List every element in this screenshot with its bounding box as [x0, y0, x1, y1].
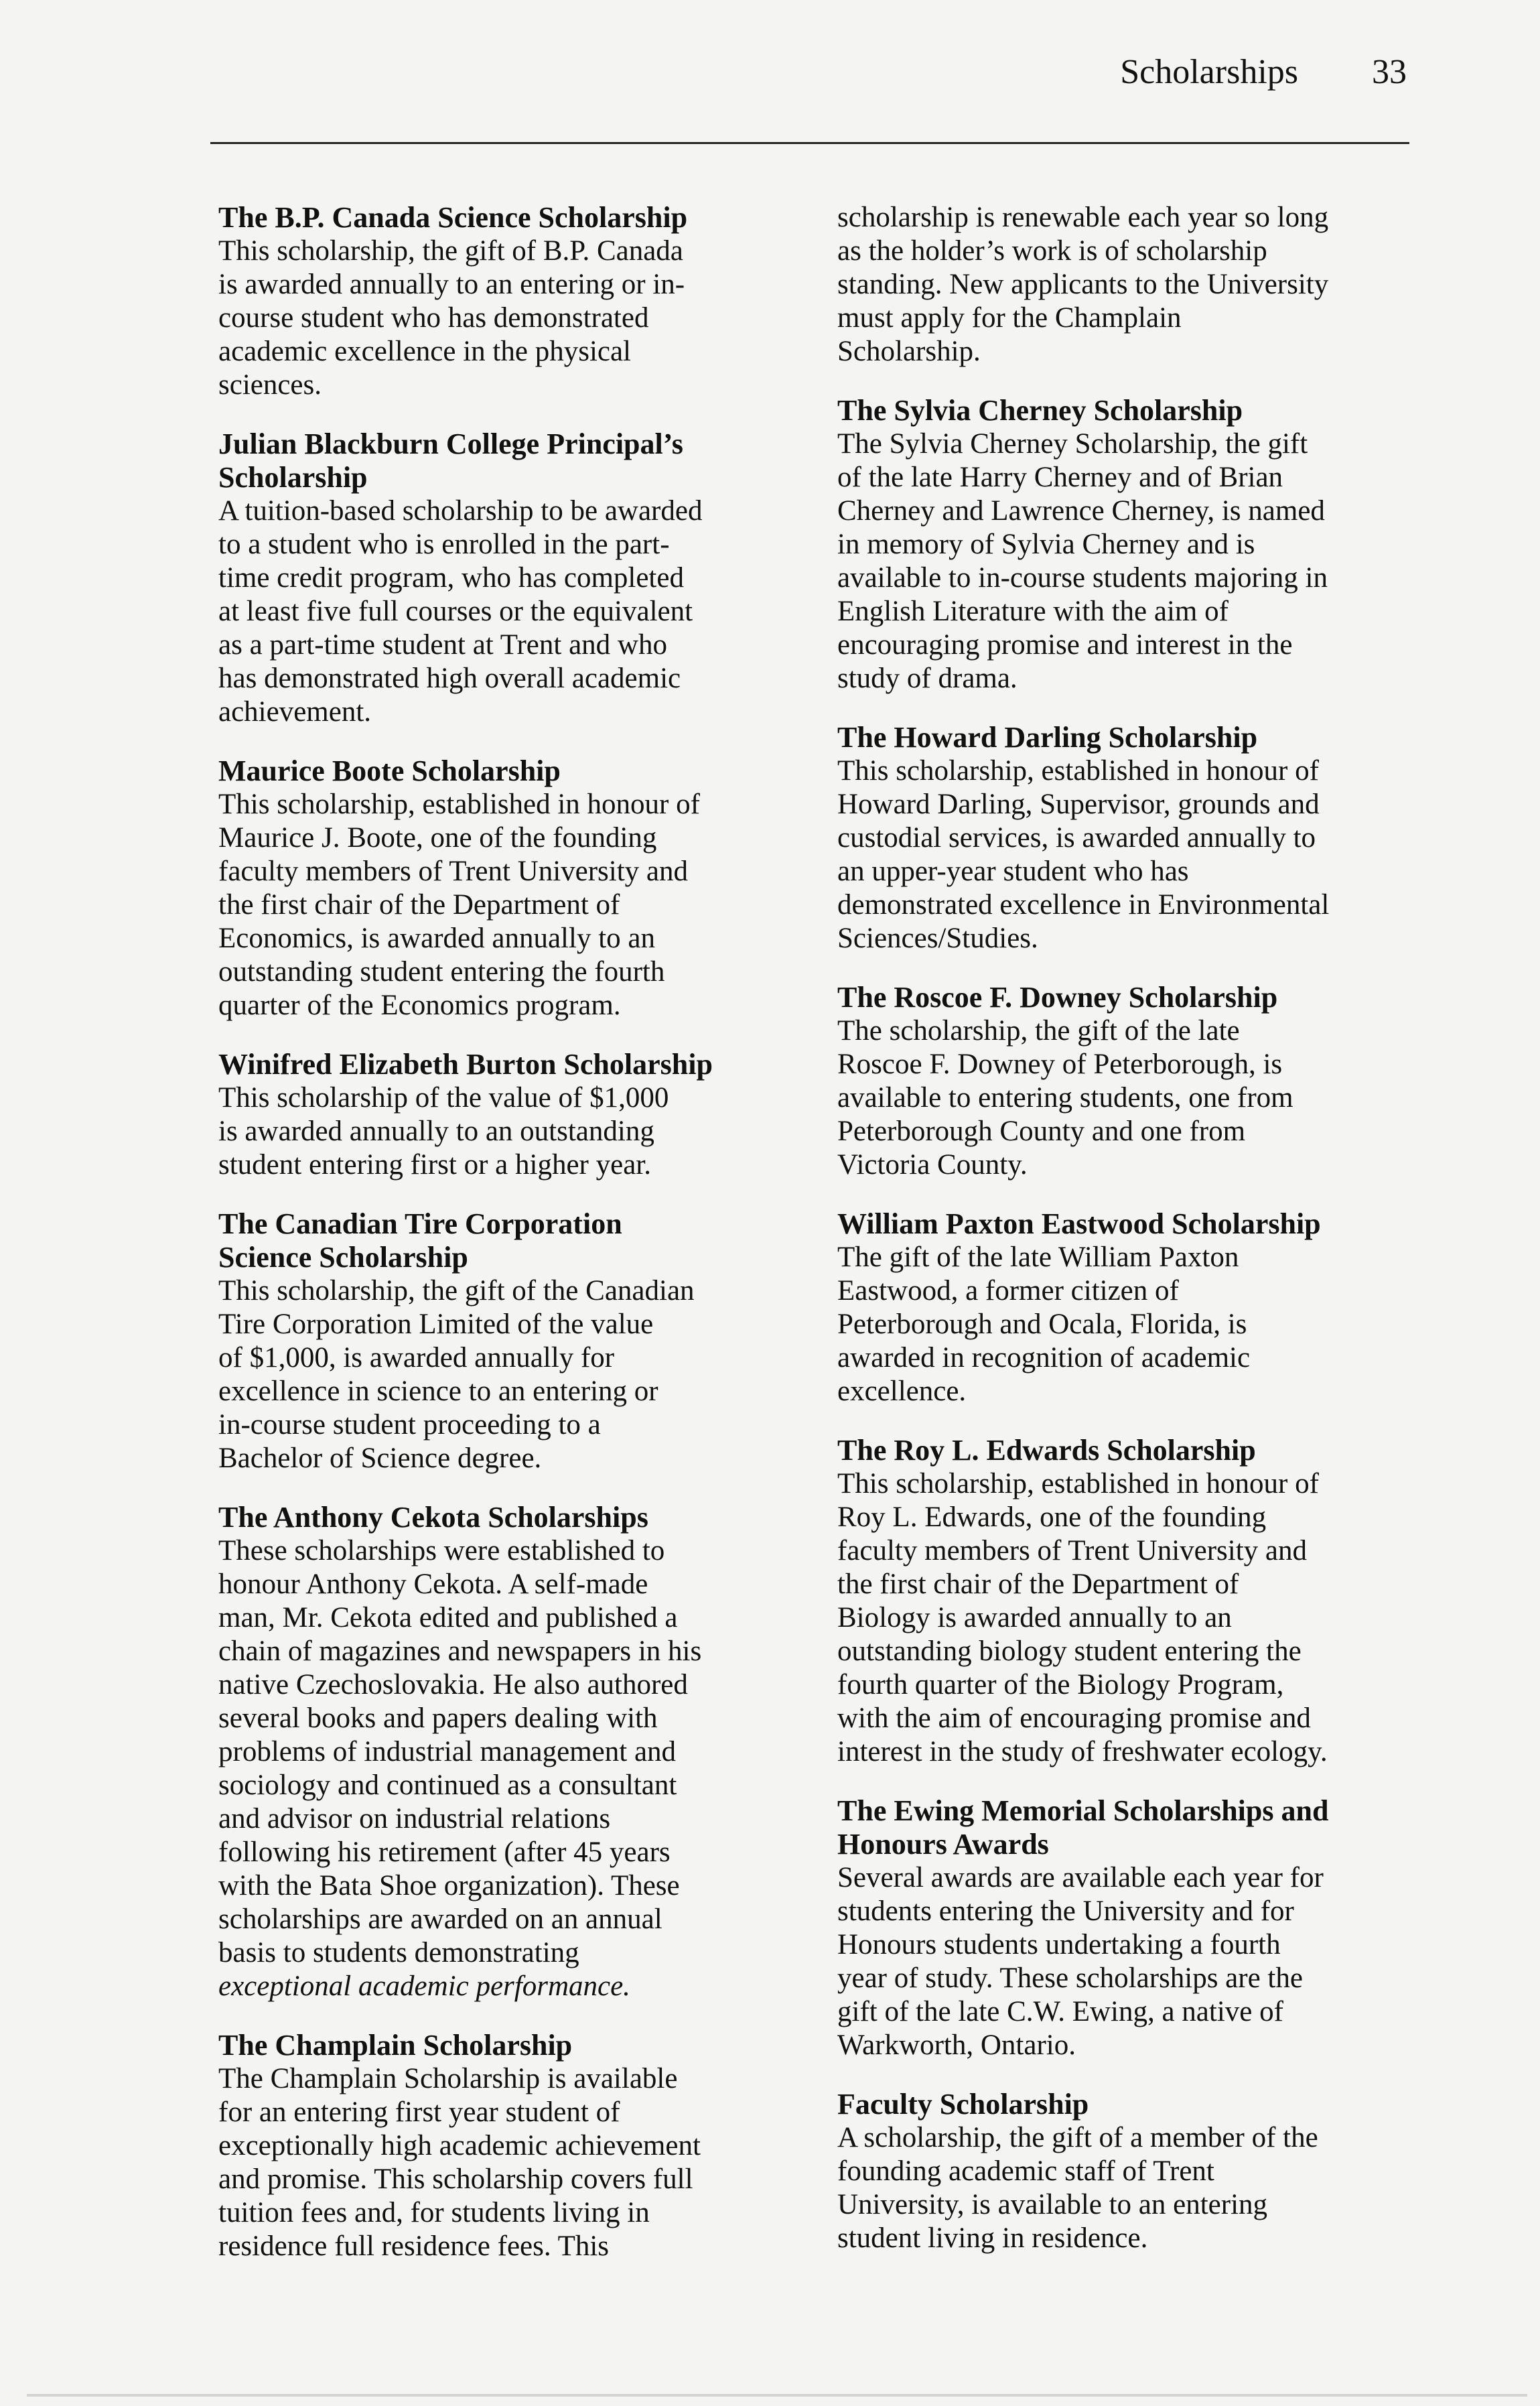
scholarship-title: The Champlain Scholarship [218, 2029, 573, 2062]
scholarship-description: The scholarship, the gift of the late Roscoe F. Downey of Peterborough, is available to entering students, one from Peterborough County and one from Victoria County. [837, 1015, 1293, 1181]
scholarship-description: This scholarship of the value of $1,000 is awarded annually to an outstanding student entering first or a higher year. [218, 1082, 669, 1181]
scholarship-entry [837, 2088, 1407, 2255]
scholarship-title: Maurice Boote Scholarship [218, 754, 561, 787]
scholarship-entry [837, 1794, 1407, 2062]
header-rule [210, 142, 1409, 144]
scholarship-description: This scholarship, the gift of B.P. Canada is awarded annually to an entering or in- course student who has demonstrated academic excellence in the physical sciences. [218, 235, 685, 401]
left-column [218, 201, 788, 2289]
scholarship-description: Several awards are available each year for students entering the University and for Honours students undertaking a fourth year of study. These scholarships are the gift of the late C.W. Ewing, a native of Warkworth, Ontario. [837, 1862, 1324, 2061]
scholarship-entry [837, 721, 1407, 955]
scholarship-title: The Howard Darling Scholarship [837, 721, 1258, 754]
scholarship-entry-continued [837, 201, 1407, 369]
scholarship-description: The Sylvia Cherney Scholarship, the gift of the late Harry Cherney and of Brian Cherney and Lawrence Cherney, is named in memory of Sylvia Cherney and is available to in-course students majoring in English Literature with the aim of encouraging promise and interest in the study of drama. [837, 428, 1328, 694]
scholarship-title: The Anthony Cekota Scholarships [218, 1501, 648, 1534]
scholarship-description: This scholarship, established in honour of Howard Darling, Supervisor, grounds and custodial services, is awarded annually to an upper-year student who has demonstrated excellence in Environmental Sciences/Studies. [837, 755, 1330, 954]
scholarship-description: This scholarship, the gift of the Canadian Tire Corporation Limited of the value of $1,000, is awarded annually for excellence in science to an entering or in-course student proceeding to a Bachelor of Science degree. [218, 1275, 695, 1474]
scholarship-description: These scholarships were established to honour Anthony Cekota. A self-made man, Mr. Cekota edited and published a chain of magazines and newspapers in his native Czechoslovakia. He also authored several books and papers dealing with problems of industrial management and sociology and continued as a consultant and advisor on industrial relations following his retirement (after 45 years with the Bata Shoe organization). These scholarships are awarded on an annual basis to students demonstrating [218, 1535, 702, 1968]
scholarship-entry [837, 394, 1407, 695]
scholarship-description: A tuition-based scholarship to be awarded to a student who is enrolled in the part- time credit program, who has completed at least five full courses or the equivalent as a part-time student at Trent and who has demonstrated high overall academic achievement. [218, 495, 703, 728]
scholarship-title: The Roy L. Edwards Scholarship [837, 1434, 1256, 1467]
running-header [1045, 52, 1407, 106]
scholarship-entry [218, 1501, 788, 2003]
scholarship-entry [218, 1048, 788, 1182]
scholarship-description: This scholarship, established in honour of Maurice J. Boote, one of the founding faculty members of Trent University and the first chair of the Department of Economics, is awarded annually to an outstanding student entering the fourth quarter of the Economics program. [218, 789, 700, 1021]
scholarship-entry [837, 1434, 1407, 1769]
scholarship-description: scholarship is renewable each year so long as the holder’s work is of scholarship standing. New applicants to the University must apply for the Champlain Scholarship. [837, 202, 1329, 367]
scholarship-title: The Sylvia Cherney Scholarship [837, 394, 1243, 427]
scholarship-entry [837, 1207, 1407, 1408]
scholarship-description: The Champlain Scholarship is available for an entering first year student of exceptionally high academic achievement and promise. This scholarship covers full tuition fees and, for students living in residence full residence fees. This [218, 2063, 701, 2262]
page-bottom-edge [27, 2394, 1527, 2397]
scholarship-description: A scholarship, the gift of a member of the founding academic staff of Trent University, is available to an entering student living in residence. [837, 2122, 1318, 2254]
scholarship-title: William Paxton Eastwood Scholarship [837, 1207, 1321, 1240]
scholarship-entry [218, 201, 788, 402]
page-number: 33 [1372, 53, 1407, 91]
scholarship-title: The B.P. Canada Science Scholarship [218, 201, 688, 234]
scholarship-description: This scholarship, established in honour of Roy L. Edwards, one of the founding faculty members of Trent University and the first chair of the Department of Biology is awarded annually to an outstanding biology student entering the fourth quarter of the Biology Program, with the aim of encouraging promise and interest in the study of freshwater ecology. [837, 1468, 1328, 1767]
scholarship-description: The gift of the late William Paxton Eastwood, a former citizen of Peterborough and Ocala, Florida, is awarded in recognition of academic excellence. [837, 1242, 1251, 1407]
scholarship-entry [218, 754, 788, 1022]
scholarship-title: The Roscoe F. Downey Scholarship [837, 981, 1278, 1014]
scholarship-entry [837, 981, 1407, 1182]
scholarship-title: The Ewing Memorial Scholarships and Honours Awards [837, 1794, 1329, 1861]
scholarship-title: The Canadian Tire Corporation Science Scholarship [218, 1207, 622, 1274]
right-column [837, 201, 1407, 2281]
scholarship-entry [218, 2029, 788, 2263]
scholarship-entry [218, 427, 788, 729]
scholarship-title: Julian Blackburn College Principal’s Scholarship [218, 427, 683, 494]
scholarship-entry [218, 1207, 788, 1475]
scholarship-description-italic: exceptional academic performance. [218, 1970, 630, 2002]
section-title: Scholarships [1120, 53, 1298, 91]
scholarship-title: Faculty Scholarship [837, 2088, 1089, 2121]
scholarship-title: Winifred Elizabeth Burton Scholarship [218, 1048, 713, 1081]
